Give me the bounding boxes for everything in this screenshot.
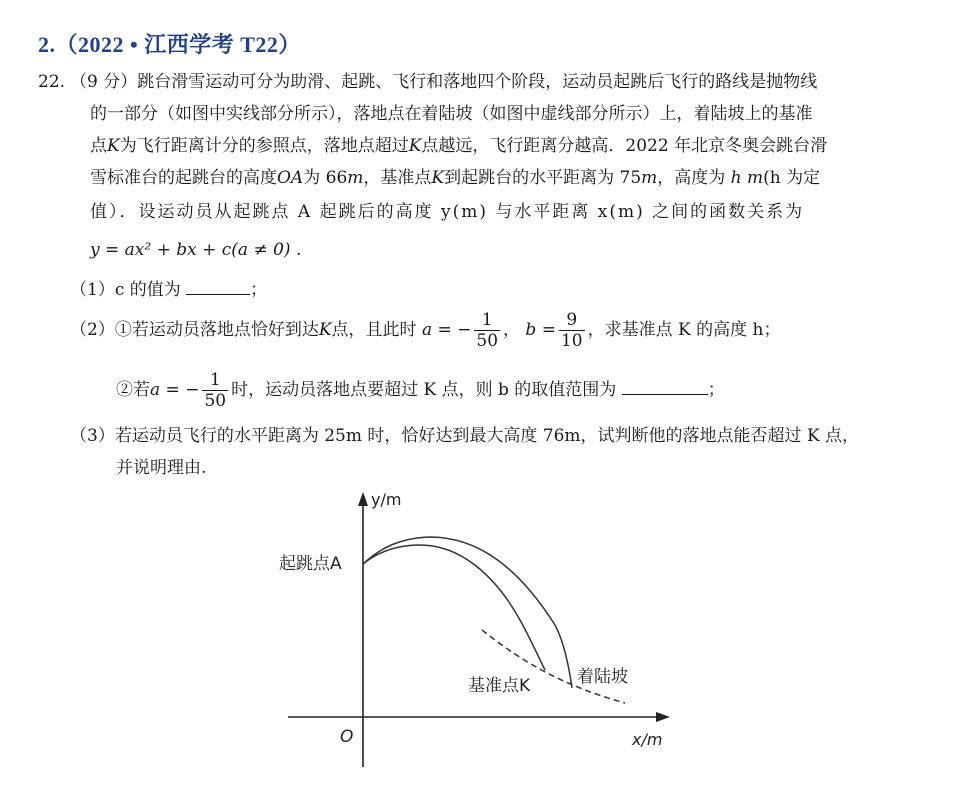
separator: ， xyxy=(503,320,521,340)
problem-text-4a: 雪标准台的起跳台的高度 xyxy=(90,168,277,188)
var-h: h m xyxy=(730,168,764,188)
fraction-a-denominator: 50 xyxy=(476,331,499,351)
part-3-text-2: 并说明理由. xyxy=(116,458,207,478)
problem-text-3a: 点 xyxy=(90,136,107,156)
problem-text-3b: 为飞行距离计分的参照点，落地点超过 xyxy=(119,136,409,156)
problem-text-4e: ，高度为 xyxy=(657,168,726,188)
var-k: K xyxy=(431,168,445,188)
k-point-label: 基准点K xyxy=(468,676,531,696)
formula-text: y = ax² + bx + c(a ≠ 0) . xyxy=(90,240,302,260)
part-1-label: （1） xyxy=(70,280,115,300)
problem-text-4f: (h 为定 xyxy=(763,168,821,188)
x-axis-label: x/m xyxy=(632,730,663,749)
y-axis-arrow-icon xyxy=(358,492,368,506)
y-axis-label: y/m xyxy=(371,490,402,509)
landing-slope-label: 着陆坡 xyxy=(577,667,628,687)
part-2b-text-2: 时，运动员落地点要超过 K 点，则 b 的取值范围为 xyxy=(231,380,617,400)
problem-text-4b: 为 66 xyxy=(303,168,348,188)
fraction-a-denominator: 50 xyxy=(204,391,227,411)
fraction-a-numerator: 1 xyxy=(474,310,500,331)
problem-text-2: 的一部分（如图中实线部分所示），落地点在着陆坡（如图中虚线部分所示）上，着陆坡上的基准 xyxy=(90,104,813,124)
problem-text-4d: 到起跳台的水平距离为 75 xyxy=(444,168,642,188)
part-2a-text-3: ，求基准点 K 的高度 h； xyxy=(587,320,781,340)
var-k: K xyxy=(318,320,332,340)
fraction-b-numerator: 9 xyxy=(559,310,585,331)
problem-number: 22. xyxy=(38,72,66,92)
b-equation: b = xyxy=(525,320,556,340)
var-k: K xyxy=(107,136,120,156)
takeoff-point-label: 起跳点A xyxy=(279,554,342,574)
part-1-end: ； xyxy=(250,280,268,300)
problem-heading: 2.（2022 • 江西学考 T22） xyxy=(38,32,301,57)
a-equation: a = − xyxy=(150,380,200,400)
part-2a-text-2: 点，且此时 xyxy=(331,320,417,340)
problem-text-4c: ，基准点 xyxy=(363,168,432,188)
var-oa: OA xyxy=(277,168,304,188)
part-3-label: （3） xyxy=(70,426,115,446)
var-k: K xyxy=(408,136,422,156)
part-1-text: c 的值为 xyxy=(114,280,181,300)
problem-text-1: （9 分）跳台滑雪运动可分为助滑、起跳、飞行和落地四个阶段，运动员起跳后飞行的路线是抛物线 xyxy=(70,72,818,92)
part-2a-text-1: ①若运动员落地点恰好到达 xyxy=(114,320,319,340)
problem-text-5: 值）．设运动员从起跳点 A 起跳后的高度 y(m) 与水平距离 x(m) 之间的函数关系为 xyxy=(90,202,805,222)
part-2b-text-1: ②若 xyxy=(116,380,150,400)
problem-text-3c: 点越远，飞行距离分越高．2022 年北京冬奥会跳台滑 xyxy=(421,136,828,156)
fraction-b-denominator: 10 xyxy=(560,331,583,351)
part-2-label: （2） xyxy=(70,320,115,340)
fraction-a-numerator: 1 xyxy=(202,370,228,391)
flight-path-inner xyxy=(363,545,545,670)
origin-label: O xyxy=(340,727,354,747)
part-3-text-1: 若运动员飞行的水平距离为 25m 时，恰好达到最大高度 76m，试判断他的落地点能否超过 K 点， xyxy=(114,426,860,446)
a-equation: a = − xyxy=(421,320,472,340)
part-2b-end: ； xyxy=(707,380,725,400)
unit-m: m xyxy=(347,168,364,188)
unit-m: m xyxy=(641,168,658,188)
x-axis-arrow-icon xyxy=(656,712,670,722)
